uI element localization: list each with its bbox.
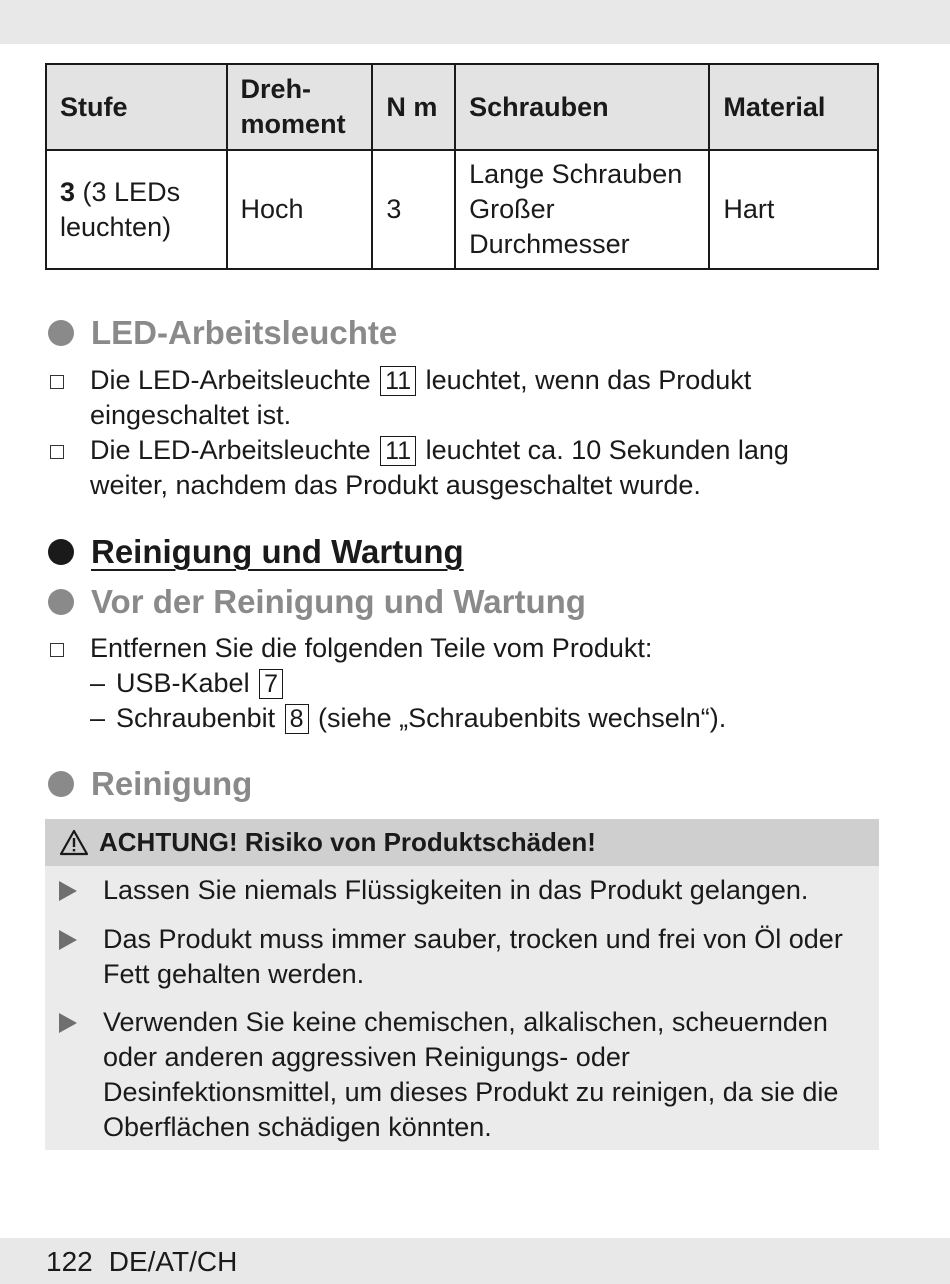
reference-number: 11 xyxy=(380,366,416,396)
heading-reinigung-und-wartung: Reinigung und Wartung xyxy=(48,533,464,571)
arrow-right-icon xyxy=(59,930,77,950)
bullet-dot-icon xyxy=(48,539,74,565)
before-bullets xyxy=(50,631,870,736)
region-label: DE/AT/CH xyxy=(108,1246,238,1277)
warning-item: Verwenden Sie keine chemischen, alkalischen, scheuernden oder anderen aggressiven Reinigungs- oder Desinfektionsmittel, um dieses Produkt zu reinigen, da sie die Oberflächen schädigen könnten. xyxy=(59,1005,869,1145)
header-material: Material xyxy=(709,64,878,150)
checkbox-square-icon xyxy=(50,643,64,657)
list-item: Die LED-Arbeitsleuchte 11 leuchtet ca. 10 Sekunden lang weiter, nachdem das Produkt ausgeschaltet wurde. xyxy=(50,433,870,503)
bullet-dot-icon xyxy=(48,320,74,346)
bullet-dot-icon xyxy=(48,771,74,797)
reference-number: 8 xyxy=(285,704,309,734)
bullet-dot-icon xyxy=(48,589,74,615)
list-item: Die LED-Arbeitsleuchte 11 leuchtet, wenn das Produkt eingeschaltet ist. xyxy=(50,363,870,433)
cell-stufe: 3 (3 LEDs leuchten) xyxy=(46,150,227,269)
header-stufe: Stufe xyxy=(46,64,227,150)
heading-vor-der-reinigung: Vor der Reinigung und Wartung xyxy=(48,583,586,621)
header-schrauben: Schrauben xyxy=(455,64,709,150)
header-drehmoment: Dreh- moment xyxy=(227,64,373,150)
arrow-right-icon xyxy=(59,1013,77,1033)
led-bullets xyxy=(50,363,870,503)
warning-triangle-icon xyxy=(59,829,89,856)
warning-header: ACHTUNG! Risiko von Produktschäden! xyxy=(45,819,879,866)
heading-reinigung: Reinigung xyxy=(48,765,252,803)
warning-item: Lassen Sie niemals Flüssigkeiten in das Produkt gelangen. xyxy=(59,873,869,908)
top-band xyxy=(0,0,950,44)
reference-number: 7 xyxy=(259,669,283,699)
checkbox-square-icon xyxy=(50,445,64,459)
page-number: 122 xyxy=(46,1246,93,1277)
sub-list-item: – USB-Kabel 7 xyxy=(90,666,870,701)
cell-drehmoment: Hoch xyxy=(227,150,373,269)
heading-led-arbeitsleuchte: LED-Arbeitsleuchte xyxy=(48,314,397,352)
cell-nm: 3 xyxy=(372,150,455,269)
checkbox-square-icon xyxy=(50,375,64,389)
reference-number: 11 xyxy=(380,436,416,466)
warning-item: Das Produkt muss immer sauber, trocken und frei von Öl oder Fett gehalten werden. xyxy=(59,922,869,992)
table-row xyxy=(46,150,878,269)
list-item: Entfernen Sie die folgenden Teile vom Produkt: xyxy=(50,631,870,666)
arrow-right-icon xyxy=(59,881,77,901)
cell-schrauben: Lange Schrauben Großer Durchmesser xyxy=(455,150,709,269)
cell-material: Hart xyxy=(709,150,878,269)
dash-icon: – xyxy=(90,668,106,698)
dash-icon: – xyxy=(90,703,106,733)
sub-list-item: – Schraubenbit 8 (siehe „Schraubenbits wechseln“). xyxy=(90,701,870,736)
warning-box xyxy=(45,819,879,1150)
torque-table xyxy=(45,63,879,270)
header-nm: N m xyxy=(372,64,455,150)
table-header-row xyxy=(46,64,878,150)
footer xyxy=(46,1246,253,1278)
